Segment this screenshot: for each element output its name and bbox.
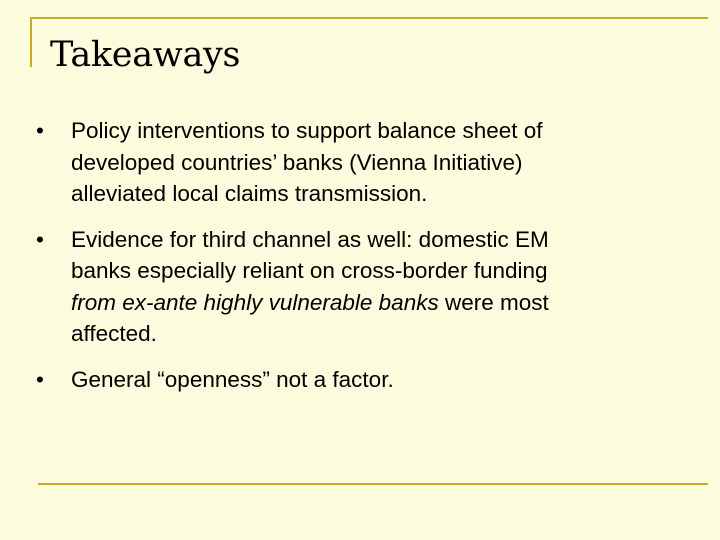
bullet-line [71, 364, 690, 396]
text-run: General “openness” not a factor. [71, 366, 394, 392]
bullet-line [71, 115, 690, 147]
italic-text-run: from ex-ante highly vulnerable banks [71, 289, 439, 315]
bullet-line [71, 224, 690, 256]
bullet-line [71, 318, 690, 350]
text-run: were most [438, 289, 549, 315]
slide-title: Takeaways [50, 35, 241, 75]
text-run: Policy interventions to support balance sheet of [71, 118, 543, 143]
bullet-line [71, 178, 690, 210]
bullet-item-evidence [30, 224, 690, 350]
top-horizontal-rule [30, 17, 708, 19]
bullet-text [71, 224, 690, 350]
bullet-text [71, 115, 690, 210]
text-run: alleviated local claims transmission. [71, 181, 428, 206]
text-run: Evidence for third channel as well: domestic EM [71, 226, 549, 252]
bullet-item-openness [30, 364, 690, 396]
bullet-icon: • [36, 226, 44, 252]
text-run: affected. [71, 321, 157, 346]
bullet-item-policy [30, 115, 690, 210]
bullet-icon: • [36, 366, 44, 392]
top-vertical-rule [30, 17, 32, 67]
bullet-line [71, 287, 690, 319]
bottom-horizontal-rule [38, 483, 708, 485]
bullet-line [71, 255, 690, 287]
text-run: developed countries’ banks (Vienna Initiative) [71, 149, 523, 175]
bullet-text [71, 364, 690, 396]
bullet-list [30, 115, 690, 409]
bullet-icon: • [36, 118, 44, 143]
text-run: banks especially reliant on cross-border funding [71, 258, 548, 283]
bullet-line [71, 147, 690, 179]
